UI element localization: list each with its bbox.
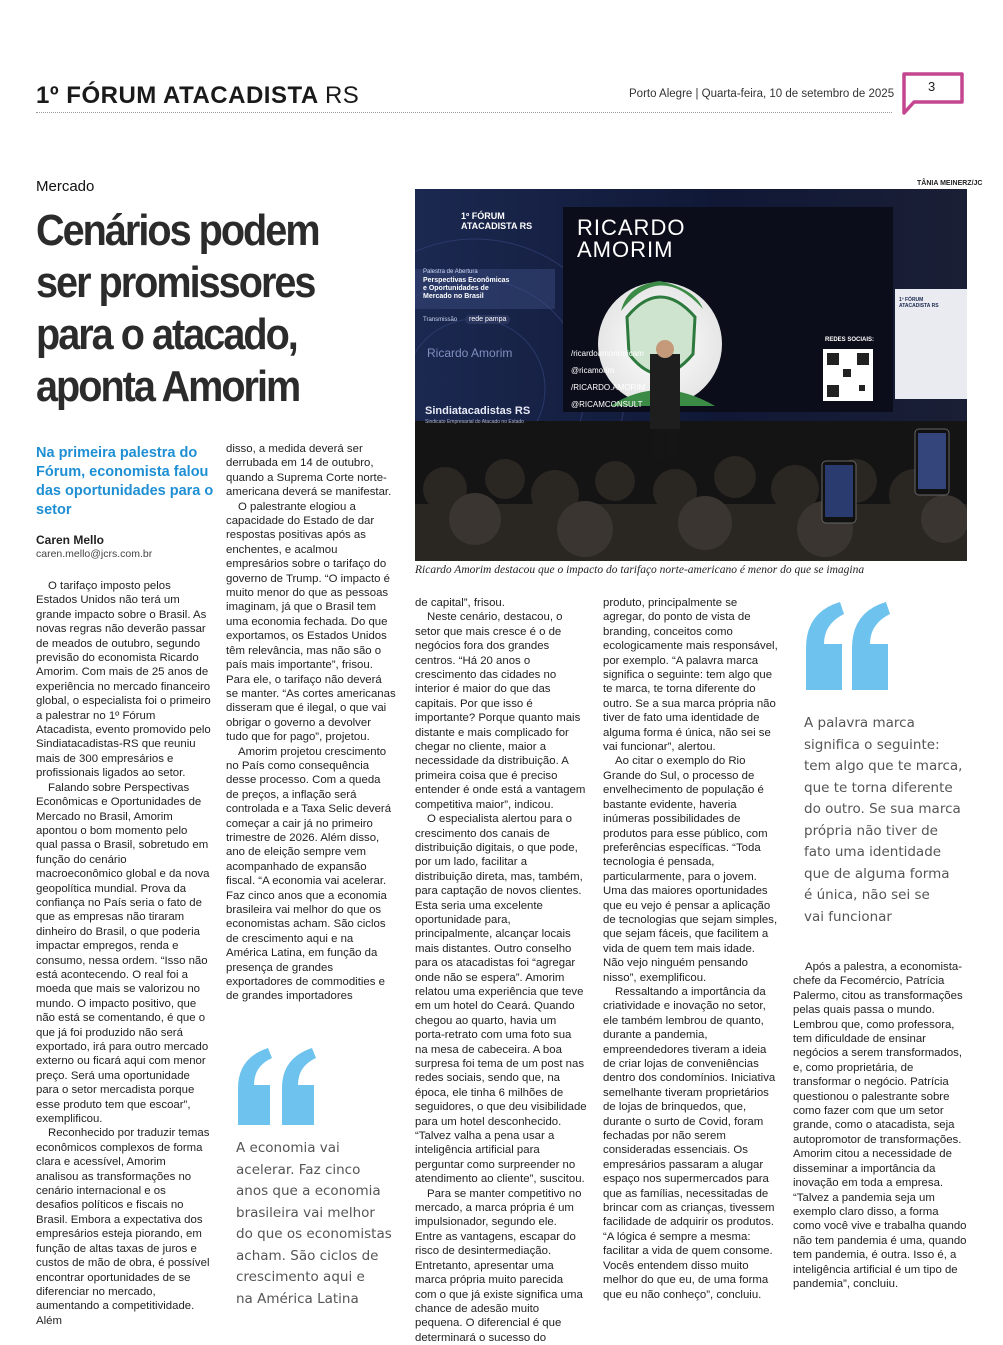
broadcast-label: Transmissão	[423, 317, 458, 323]
paragraph: O palestrante elogiou a capacidade do Estado de dar respostas positivas após as enchentes, e acalmou empresários sobre o tarifaço do governo de Trump. “O impacto é muito menor do que as pessoas imaginam, já que o Brasil tem uma economia fechada. Do que exportamos, os Estados Unidos têm relevância, mas não são o país mais importante”, frisou. Para ele, o tarifaço não deverá se manter. “As cortes americanas disseram que é ilegal, o que vai obrigar o governo a devolver tudo que for pago”, projetou.	[226, 500, 396, 744]
talk-title: Perspectivas Econômicas e Oportunidades de Mercado no Brasil	[423, 277, 510, 300]
pullquote-line: do outro. Se sua marca	[804, 801, 961, 817]
paragraph: de capital”, frisou.	[415, 597, 505, 609]
header-divider	[36, 112, 892, 113]
paragraph: Para se manter competitivo no mercado, a marca própria é um impulsionador, segundo ele. Entre as vantagens, escapar do risco de desintermediação. Entretanto, apresentar uma marca própria muito parecida com o que já existe significa uma chance de adesão muito pequena. O diferencial é que determinará o sucesso do	[415, 1187, 583, 1344]
paragraph: Após a palestra, a economista-chefe da Fecomércio, Patrícia Palermo, citou as transformações pelas quais passa o mundo. Lembrou que, como professora, tem dificuldade de ensinar negócios a serem transformados, e, como proprietária, de transformar o negócio. Patrícia questionou o palestrante sobre como fazer com que um setor grande, como o atacadista, seja autopromotor de transformações. Amorim citou a necessidade de disseminar a importância da inovação em toda a empresa. “Talvez a pandemia seja um exemplo claro disso, a forma como você vive e trabalha quando não tem pandemia é uma, quando tem pandemia, é outra. Isso é, a inteligência artificial é um tipo de pandemia”, concluiu.	[793, 961, 967, 1290]
pullquote-line: A palavra marca	[804, 715, 915, 731]
masthead-title: 1º FÓRUM ATACADISTA RS	[36, 82, 360, 109]
linkedin-handle: /ricardoamorimricam	[571, 349, 644, 358]
headline-line: aponta Amorim	[36, 362, 300, 411]
side-banner-text: 1º FÓRUM ATACADISTA RS	[899, 297, 939, 309]
pullquote-line: que te torna diferente	[804, 779, 953, 796]
pullquote-line: significa o seguinte:	[804, 736, 940, 753]
screen-speaker-name: RICARDO AMORIM	[577, 215, 686, 262]
photo-illustration	[415, 189, 967, 561]
page-number-badge	[900, 70, 966, 116]
paragraph: O especialista alertou para o crescimento dos canais de distribuição digitais, o que pode, por um lado, facilitar a distribuição direta, mas, também, para captação de novos clientes. Esta seria uma excelente oportunidade para, principalmente, alcançar locais mais distantes. Outro conselho para os atacadistas foi “agregar onde não se espera”. Amorim relatou uma experiência que teve em um hotel do Ceará. Quando chegou ao quarto, havia um porta-retrato com uma foto sua na mesa de cabeceira. A boa surpresa foi tema de um post nas redes sociais, sendo que, na época, ele tinha 6 milhões de seguidores, o que deu visibilidade para um hotel desconhecido. “Talvez valha a pena usar a inteligência artificial para perguntar como surpreender no atendimento ao cliente”, suscitou.	[415, 813, 587, 1186]
photo-caption: Ricardo Amorim destacou que o impacto do tarifaço norte-americano é menor do que se imagina	[415, 564, 865, 576]
photo-credit: TÂNIA MEINERZ/JC	[917, 180, 983, 187]
pullquote-1	[236, 1138, 406, 1310]
pullquote-line: A economia vai	[236, 1140, 340, 1156]
paragraph: Neste cenário, destacou, o setor que mais cresce é o de negócios fora dos grandes centros. “Há 20 anos o crescimento das cidades no interior é maior do que das capitais. Por que isso é importante? Porque quanto mais distante e mais complicado for chegar no cliente, maior a necessidade da distribuição. A primeira coisa que é preciso entender é onde está a vantagem competitiva maior”, indicou.	[415, 611, 586, 811]
article-photo	[415, 189, 967, 561]
speaker-overlay: Ricardo Amorim	[427, 346, 513, 360]
org-name: Sindiatacadistas RS	[425, 405, 531, 417]
pullquote-line: acham. São ciclos de	[236, 1247, 379, 1264]
paragraph: Ressaltando a importância da criatividade e inovação no setor, ele também lembrou de quanto, durante a pandemia, empreendedores tiveram a ideia de criar lojas de conveniências dentro dos condomínios. Iniciativa semelhante tiveram proprietários de lojas de brinquedos, que, durante o surto de Covid, foram fechadas por não serem consideradas essenciais. Os empresários passaram a alugar espaço nos supermercados para que as famílias, necessitadas de brincar com as crianças, tivessem facilidade de adquirir os produtos. “A lógica é sempre a mesma: facilitar a vida de quem consome. Vocês entendem disso muito melhor do que eu, de uma forma que eu não conheço”, concluiu.	[603, 985, 776, 1301]
paragraph: Amorim projetou crescimento no País como consequência desse processo. Com a queda de preços, a inflação será controlada e a Taxa Selic deverá começar a cair já no primeiro trimestre de 2026. Além disso, ano de eleição sempre vem acompanhado de expansão fiscal. “A economia vai acelerar. Faz cinco anos que a economia brasileira vai melhor do que os economistas acham. São ciclos de crescimento aqui e na América Latina, em função da presença de grandes exportadores de commodities e de grandes importadores	[226, 745, 392, 1003]
body-column-3	[415, 596, 587, 1345]
pullquote-line: que de alguma forma	[804, 865, 950, 882]
facebook-handle: /RICARDO.AMORIM	[571, 383, 646, 392]
pullquote-line: anos que a economia	[236, 1183, 381, 1199]
pullquote-line: vai funcionar	[804, 908, 892, 925]
paragraph: disso, a medida deverá ser derrubada em 14 de outubro, quando a Suprema Corte norte-americana deverá se manifestar.	[226, 443, 392, 499]
section-label: Mercado	[36, 178, 95, 195]
pullquote-line: crescimento aqui e	[236, 1269, 365, 1285]
pullquote-line: acelerar. Faz cinco	[236, 1161, 361, 1178]
headline-line: ser promissores	[36, 258, 315, 307]
social-label: REDES SOCIAIS:	[825, 337, 875, 343]
paragraph: O tarifaço imposto pelos Estados Unidos não terá um grande impacto sobre o Brasil. As novas regras não deverão passar de meados de outubro, segundo previsão do economista Ricardo Amorim. Com mais de 25 anos de experiência no mercado financeiro global, o especialista foi o primeiro a palestrar no 1º Fórum Atacadista, evento promovido pelo Sindiatacadistas-RS que reuniu mais de 300 empresários e profissionais ligados ao setor.	[36, 580, 211, 780]
page-number: 3	[928, 79, 936, 94]
pullquote-line: tem algo que te marca,	[804, 758, 963, 774]
pullquote-line: na América Latina	[236, 1290, 359, 1307]
social-handles	[571, 345, 645, 413]
org-subtitle: Sindicato Empresarial do Atacado no Estado	[425, 419, 524, 425]
body-column-1	[36, 579, 211, 1328]
body-column-5	[793, 960, 968, 1291]
author-name: Caren Mello	[36, 533, 105, 547]
pullquote-line: é única, não sei se	[804, 887, 930, 903]
author-email: caren.mello@jcrs.com.br	[36, 548, 153, 560]
talk-label: Palestra de Abertura	[423, 269, 478, 275]
quote-mark-icon	[232, 1040, 322, 1130]
pullquote-line: do que os economistas	[236, 1226, 392, 1242]
body-column-2	[226, 442, 396, 1004]
headline-line: para o atacado,	[36, 310, 297, 359]
broadcast-name: rede pampa	[465, 315, 510, 324]
paragraph: Ao citar o exemplo do Rio Grande do Sul, o processo de envelhecimento de população é bastante evidente, haveria inúmeras possibilidades de produtos para esse público, com preferências específicas. “Toda tecnologia é pensada, particularmente, para o jovem. Uma das maiores oportunidades que eu vejo é pensar a aplicação de tecnologias que sejam simples, que sejam fáceis, que facilitem a vida de quem tem mais idade. Não vejo ninguém pensando nisso”, exemplificou.	[603, 755, 778, 984]
quote-mark-icon	[802, 596, 894, 694]
headline	[36, 205, 369, 413]
instagram-handle: @ricamorim	[571, 366, 615, 375]
dek: Na primeira palestra do Fórum, economista falou das oportunidades para o setor	[36, 445, 214, 518]
dateline: Porto Alegre | Quarta-feira, 10 de setembro de 2025	[629, 88, 895, 100]
headline-line: Cenários podem	[36, 206, 319, 255]
twitter-handle: @RICAMCONSULT	[571, 400, 643, 409]
pullquote-line: fato uma identidade	[804, 844, 942, 860]
body-column-4	[603, 596, 778, 1302]
pullquote-line: própria não tiver de	[804, 822, 938, 839]
paragraph: Reconhecido por traduzir temas econômicos complexos de forma clara e acessível, Amorim analisou as transformações no cenário internacional e os desafios políticos e fiscais no Brasil. Embora a expectativa dos empresários esteja piorando, em função de altas taxas de juros e custos de mão de obra, é possível encontrar oportunidades de se diferenciar no mercado, aumentando a competitividade. Além	[36, 1127, 210, 1327]
pullquote-line: brasileira vai melhor	[236, 1204, 375, 1221]
paragraph: produto, principalmente se agregar, do ponto de vista de branding, conceitos como ecologicamente mais responsável, por exemplo. “A palavra marca significa o seguinte: tem algo que te marca, te torna diferente do outro. Se a sua marca própria não tiver de fato uma identidade de alguma forma é única, não sei se vai funcionar”, alertou.	[603, 597, 778, 754]
pullquote-2	[804, 713, 974, 928]
event-logo-text: 1º FÓRUM ATACADISTA RS	[461, 211, 533, 231]
paragraph: Falando sobre Perspectivas Econômicas e Oportunidades de Mercado no Brasil, Amorim apontou o bom momento pelo qual passa o Brasil, sobretudo em função do cenário macroeconômico global e da nova geopolítica mundial. Prova da confiança no País seria o fato de que as empresas não tiraram dinheiro do Brasil, o que poderia impactar empregos, renda e consumo, nessa ordem. “Isso não está acontecendo. O real foi a moeda que mais se valorizou no mundo. O impacto positivo, que não está se comentando, é que o que já foi produzido não será exportado, irá para outro mercado externo ou ficará aqui com menor preço. Será uma oportunidade para o setor mercadista porque esse produto tem que escoar”, exemplificou.	[36, 781, 210, 1126]
